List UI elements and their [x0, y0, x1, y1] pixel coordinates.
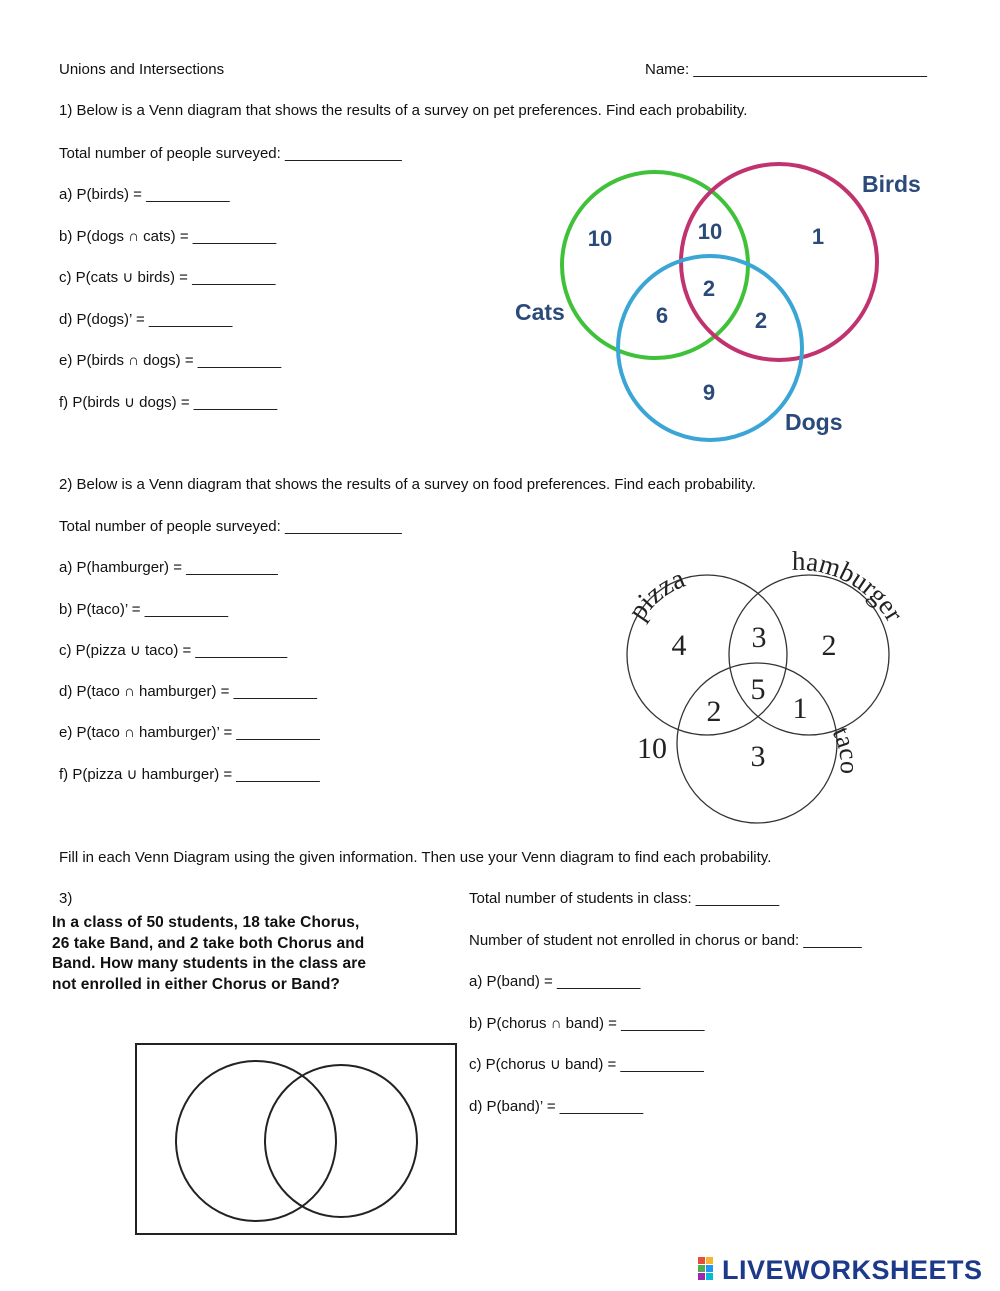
q3-total-field[interactable]: Total number of students in class: __________: [469, 890, 780, 907]
q2-total-field[interactable]: Total number of people surveyed: ______________: [59, 518, 402, 535]
q3-problem-line: Band. How many students in the class are: [52, 955, 367, 972]
q2-item-e[interactable]: e) P(taco ∩ hamburger)’ = __________: [59, 724, 320, 741]
q3-instructions: Fill in each Venn Diagram using the given information. Then use your Venn diagram to find each probability.: [59, 849, 772, 866]
q1-item-f[interactable]: f) P(birds ∪ dogs) = __________: [59, 394, 278, 411]
region-food-all-three: 5: [750, 673, 766, 706]
birds-circle: [681, 164, 877, 360]
q3-item-d[interactable]: d) P(band)’ = __________: [469, 1098, 644, 1115]
region-taco-only: 3: [750, 740, 766, 773]
cats-label: Cats: [515, 299, 565, 325]
region-all-three: 2: [702, 276, 716, 301]
region-cats-birds: 10: [697, 219, 723, 244]
q3-item-b[interactable]: b) P(chorus ∩ band) = __________: [469, 1015, 705, 1032]
region-outside: 10: [637, 732, 667, 765]
q2-item-d[interactable]: d) P(taco ∩ hamburger) = __________: [59, 683, 318, 700]
q1-total-field[interactable]: Total number of people surveyed: ______________: [59, 145, 402, 162]
region-pizza-only: 4: [671, 629, 687, 662]
q1-item-c[interactable]: c) P(cats ∪ birds) = __________: [59, 269, 276, 286]
q3-not-enrolled-field[interactable]: Number of student not enrolled in chorus or band: _______: [469, 932, 862, 949]
q2-item-a[interactable]: a) P(hamburger) = ___________: [59, 559, 278, 576]
pet-venn-diagram: [500, 160, 940, 445]
q3-item-a[interactable]: a) P(band) = __________: [469, 973, 641, 990]
q2-item-b[interactable]: b) P(taco)’ = __________: [59, 601, 229, 618]
logo-text: LIVEWORKSHEETS: [722, 1254, 983, 1285]
liveworksheets-logo: [698, 1255, 983, 1285]
q3-item-c[interactable]: c) P(chorus ∪ band) = __________: [469, 1056, 704, 1073]
region-cats-only: 10: [587, 226, 613, 251]
cats-circle: [562, 172, 748, 358]
q3-problem-line: not enrolled in either Chorus or Band?: [52, 975, 340, 993]
q1-prompt: 1) Below is a Venn diagram that shows the results of a survey on pet preferences. Find each probability.: [59, 102, 748, 119]
birds-label: Birds: [862, 171, 921, 197]
q3-problem-text: [52, 913, 432, 995]
hamburger-label: hamburger: [791, 545, 910, 627]
region-pizza-hamburger: 3: [751, 621, 767, 654]
region-hamburger-taco: 1: [792, 692, 808, 725]
worksheet-title: Unions and Intersections: [59, 61, 225, 78]
q2-item-f[interactable]: f) P(pizza ∪ hamburger) = __________: [59, 766, 320, 783]
taco-label: taco: [826, 721, 864, 775]
logo-blocks-icon: [698, 1257, 722, 1283]
pizza-label: pizza: [622, 563, 690, 626]
q1-item-b[interactable]: b) P(dogs ∩ cats) = __________: [59, 228, 277, 245]
name-field[interactable]: Name: ____________________________: [645, 61, 927, 78]
band-circle[interactable]: [265, 1065, 417, 1217]
q1-item-e[interactable]: e) P(birds ∩ dogs) = __________: [59, 352, 282, 369]
region-birds-dogs: 2: [754, 308, 768, 333]
region-hamburger-only: 2: [821, 629, 837, 662]
q3-problem-line: In a class of 50 students, 18 take Chorus,: [52, 914, 360, 931]
region-pizza-taco: 2: [706, 695, 722, 728]
region-dogs-only: 9: [702, 380, 716, 405]
q2-item-c[interactable]: c) P(pizza ∪ taco) = ___________: [59, 642, 288, 659]
q1-item-a[interactable]: a) P(birds) = __________: [59, 186, 230, 203]
dogs-label: Dogs: [785, 409, 843, 435]
region-cats-dogs: 6: [655, 303, 669, 328]
blank-venn-diagram[interactable]: [135, 1043, 457, 1235]
q1-item-d[interactable]: d) P(dogs)’ = __________: [59, 311, 233, 328]
region-birds-only: 1: [811, 224, 825, 249]
q2-prompt: 2) Below is a Venn diagram that shows the results of a survey on food preferences. Find each probability.: [59, 476, 756, 493]
chorus-circle[interactable]: [176, 1061, 336, 1221]
q3-number: 3): [59, 890, 73, 907]
q3-problem-line: 26 take Band, and 2 take both Chorus and: [52, 934, 365, 952]
food-venn-diagram: [600, 540, 920, 830]
